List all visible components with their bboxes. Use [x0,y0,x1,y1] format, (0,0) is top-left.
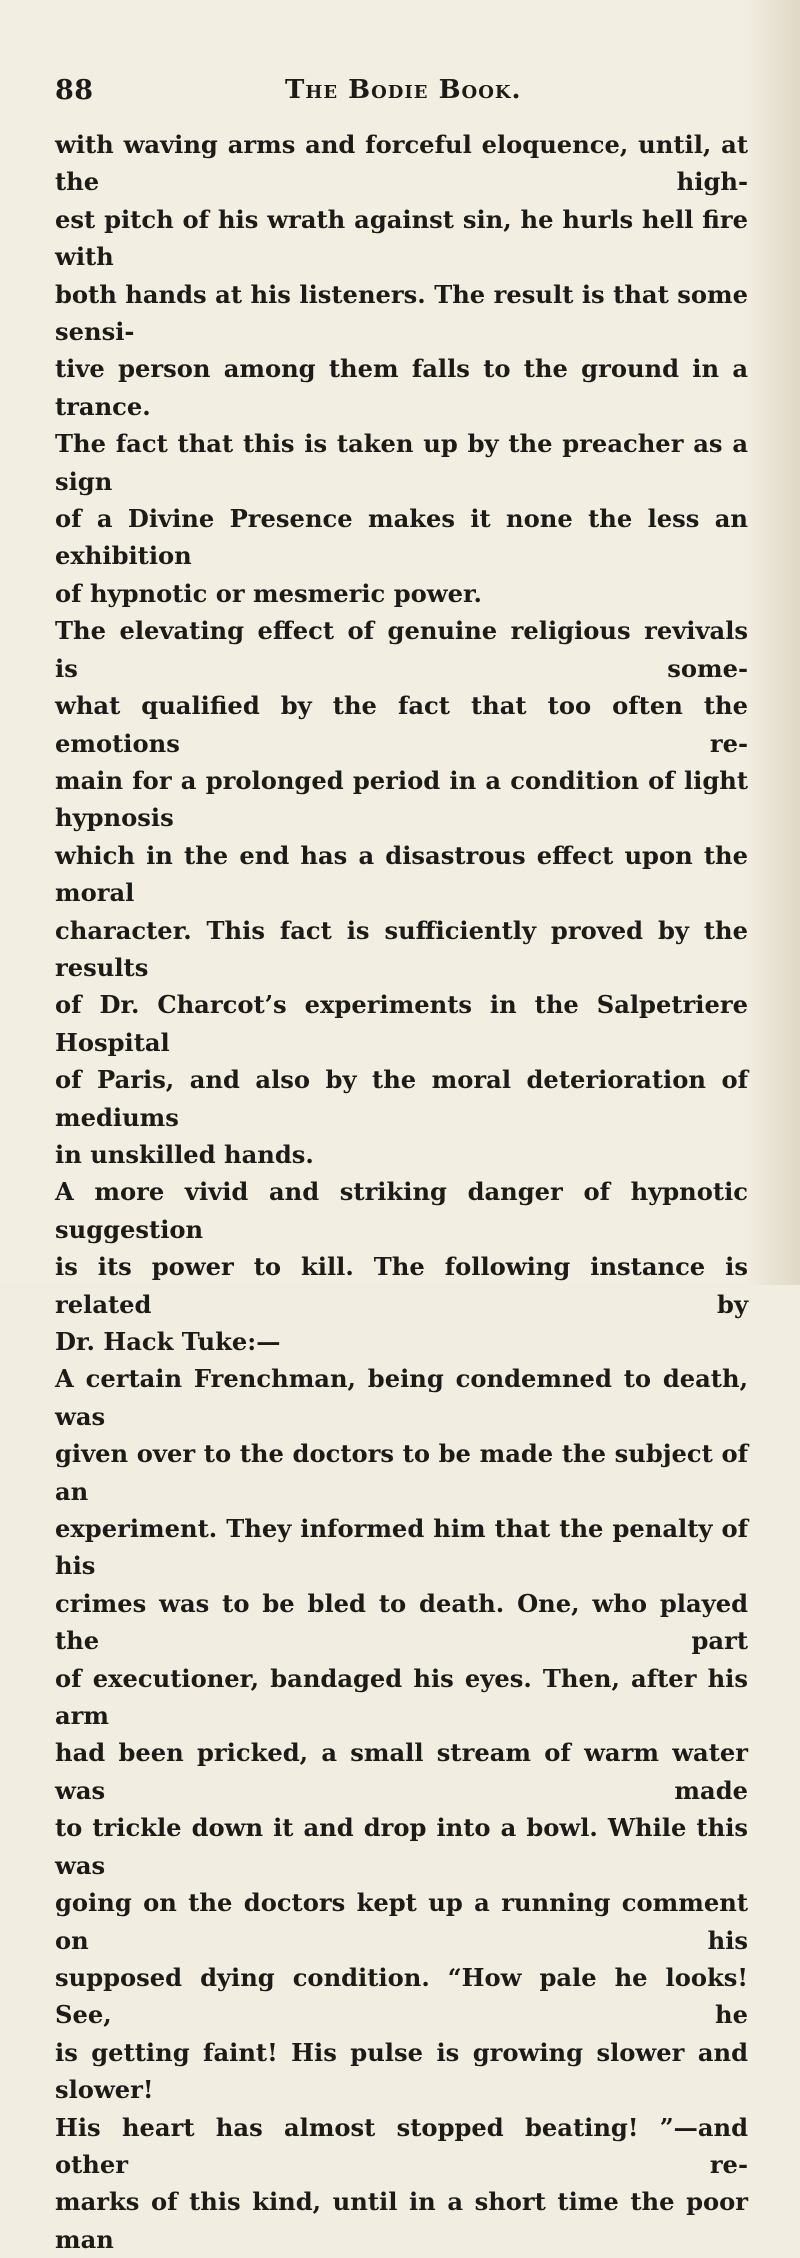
text-line: est pitch of his wrath against sin, he hurls hell fire with [55,204,748,272]
text-line: crimes was to be bled to death. One, who played the part [55,1588,748,1656]
text-line: character. This fact is sufficiently proved by the results [55,915,748,982]
text-line: His heart has almost stopped beating! ”—and other re- [55,2112,748,2179]
text-line: The fact that this is taken up by the preacher as a sign [55,429,748,496]
text-line: given over to the doctors to be made the subject of an [55,1439,748,1506]
text-line: is its power to kill. The following instance is related by [55,1252,748,1319]
text-line: main for a prolonged period in a condition of light hypnosis [55,765,748,833]
text-line: A certain Frenchman, being condemned to death, was [55,1364,748,1431]
text-line: Dr. Hack Tuke:— [55,1327,281,1356]
text-line: which in the end has a disastrous effect upon the moral [55,840,748,908]
text-line: to trickle down it and drop into a bowl. While this was [55,1813,748,1880]
text-line: of Dr. Charcot’s experiments in the Salpetriere Hospital [55,990,748,1057]
page-number: 88 [55,75,94,106]
text-line: both hands at his listeners. The result is that some sensi- [55,279,748,347]
text-line: A more vivid and striking danger of hypnotic suggestion [55,1177,748,1244]
text-line: tive person among them falls to the ground in a trance. [55,354,748,421]
text-line: had been pricked, a small stream of warm water was made [55,1738,748,1805]
text-line: of hypnotic or mesmeric power. [55,578,482,608]
text-line: in unskilled hands. [55,1139,314,1169]
paragraph-4 [55,1360,748,2258]
text-line: The elevating effect of genuine religious revivals is some- [55,616,748,683]
text-line: of Paris, and also by the moral deterioration of mediums [55,1065,748,1132]
running-head [55,75,740,115]
paragraph-1 [55,126,748,612]
text-line: experiment. They informed him that the penalty of his [55,1514,748,1581]
paragraph-2 [55,612,748,1173]
text-line: marks of this kind, until in a short time the poor man [55,2187,748,2254]
text-line: what qualified by the fact that too often the emotions re- [55,691,748,758]
text-line: with waving arms and forceful eloquence, until, at the high- [55,130,748,197]
body-text [55,126,748,2258]
paragraph-3 [55,1173,748,1360]
text-line: is getting faint! His pulse is growing slower and slower! [55,2037,748,2105]
text-line: supposed dying condition. “How pale he looks! See, he [55,1962,748,2030]
book-title: The Bodie Book. [285,75,522,105]
text-line: of a Divine Presence makes it none the less an exhibition [55,504,748,571]
text-line: going on the doctors kept up a running comment on his [55,1888,748,1955]
text-line: of executioner, bandaged his eyes. Then, after his arm [55,1663,748,1731]
